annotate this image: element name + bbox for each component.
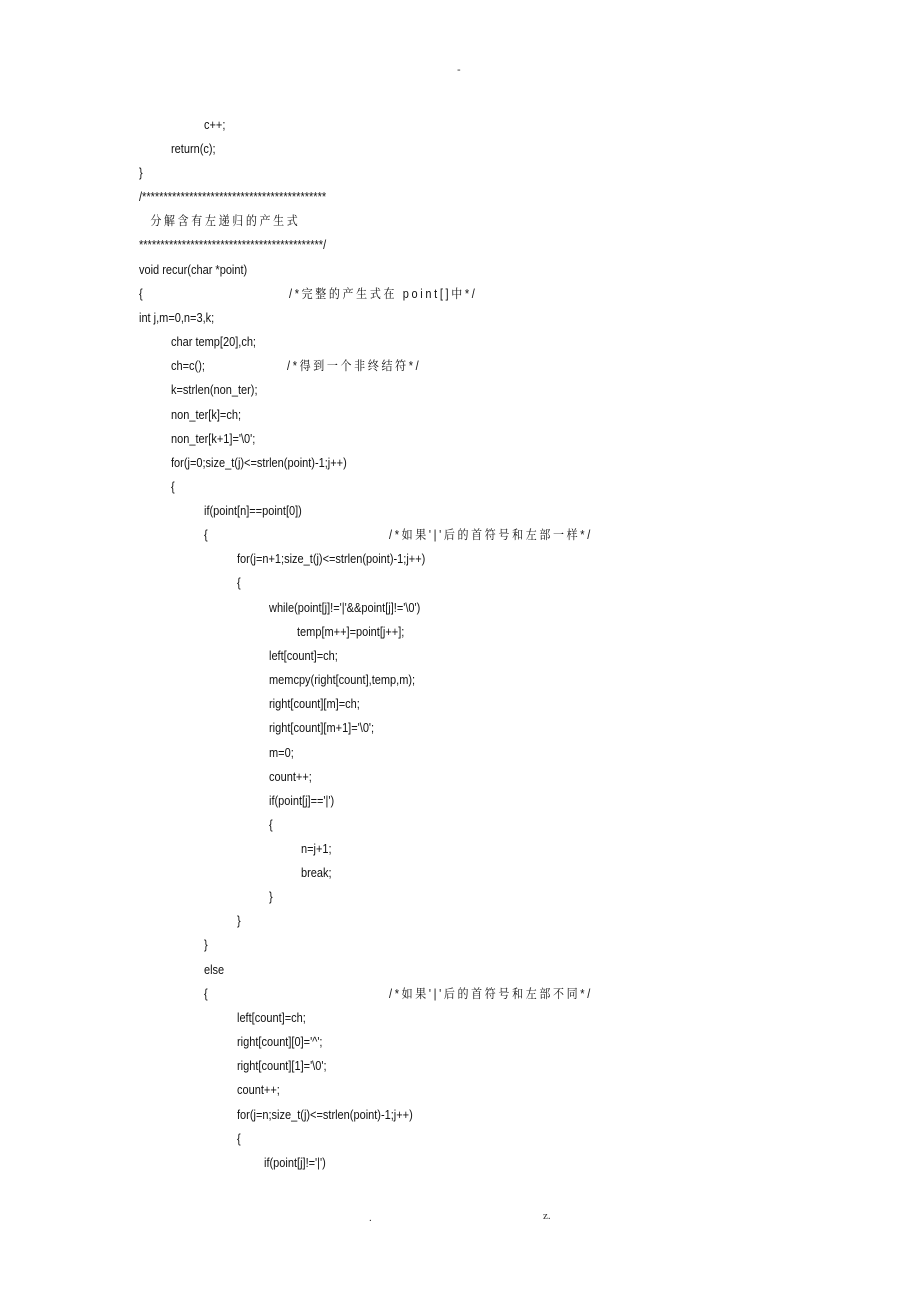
code-line: right[count][1]='\0'; bbox=[237, 1059, 327, 1073]
code-line: memcpy(right[count],temp,m); bbox=[269, 673, 416, 687]
code-line: { bbox=[269, 818, 273, 832]
code-line: while(point[j]!='|'&&point[j]!='\0') bbox=[269, 601, 421, 615]
code-line: count++; bbox=[237, 1083, 280, 1097]
code-line: char temp[20],ch; bbox=[171, 335, 256, 349]
code-line: left[count]=ch; bbox=[237, 1011, 306, 1025]
code-line: left[count]=ch; bbox=[269, 649, 338, 663]
code-line: count++; bbox=[269, 770, 312, 784]
code-line: k=strlen(non_ter); bbox=[171, 383, 258, 397]
code-line: /******************************************* bbox=[139, 190, 327, 204]
code-line: 分解含有左递归的产生式 bbox=[139, 214, 301, 228]
code-line: break; bbox=[301, 866, 332, 880]
code-line: non_ter[k]=ch; bbox=[171, 408, 242, 422]
code-line: { bbox=[204, 987, 208, 1001]
code-line: { bbox=[139, 287, 143, 301]
code-line: { bbox=[237, 1132, 241, 1146]
code-line: if(point[j]=='|') bbox=[269, 794, 335, 808]
code-line: } bbox=[204, 938, 208, 952]
code-comment: /*如果'|'后的首符号和左部一样*/ bbox=[389, 528, 593, 542]
code-line: ch=c(); bbox=[171, 359, 205, 373]
code-line: { bbox=[237, 576, 241, 590]
code-line: temp[m++]=point[j++]; bbox=[297, 625, 405, 639]
code-line: right[count][m]=ch; bbox=[269, 697, 360, 711]
code-comment: /*完整的产生式在 point[]中*/ bbox=[289, 287, 478, 301]
header-mark: - bbox=[457, 64, 461, 76]
code-line: for(j=n;size_t(j)<=strlen(point)-1;j++) bbox=[237, 1108, 413, 1122]
code-line: void recur(char *point) bbox=[139, 263, 248, 277]
code-line: int j,m=0,n=3,k; bbox=[139, 311, 215, 325]
code-line: } bbox=[269, 890, 273, 904]
code-line: else bbox=[204, 963, 225, 977]
code-line: m=0; bbox=[269, 746, 294, 760]
footer-right-mark: z. bbox=[543, 1210, 551, 1222]
code-line: { bbox=[171, 480, 175, 494]
code-line: right[count][m+1]='\0'; bbox=[269, 721, 375, 735]
code-line: non_ter[k+1]='\0'; bbox=[171, 432, 256, 446]
code-line: right[count][0]='^'; bbox=[237, 1035, 323, 1049]
code-line: if(point[n]==point[0]) bbox=[204, 504, 302, 518]
code-line: return(c); bbox=[171, 142, 216, 156]
code-line: } bbox=[139, 166, 143, 180]
footer-left-mark: . bbox=[369, 1212, 372, 1224]
code-line: if(point[j]!='|') bbox=[264, 1156, 326, 1170]
code-line: n=j+1; bbox=[301, 842, 332, 856]
code-line: for(j=n+1;size_t(j)<=strlen(point)-1;j++) bbox=[237, 552, 426, 566]
code-comment: /*如果'|'后的首符号和左部不同*/ bbox=[389, 987, 593, 1001]
code-line: } bbox=[237, 914, 241, 928]
code-comment: /*得到一个非终结符*/ bbox=[287, 359, 422, 373]
code-line: { bbox=[204, 528, 208, 542]
code-line: *******************************************/ bbox=[139, 238, 327, 252]
code-line: for(j=0;size_t(j)<=strlen(point)-1;j++) bbox=[171, 456, 347, 470]
code-line: c++; bbox=[204, 118, 226, 132]
